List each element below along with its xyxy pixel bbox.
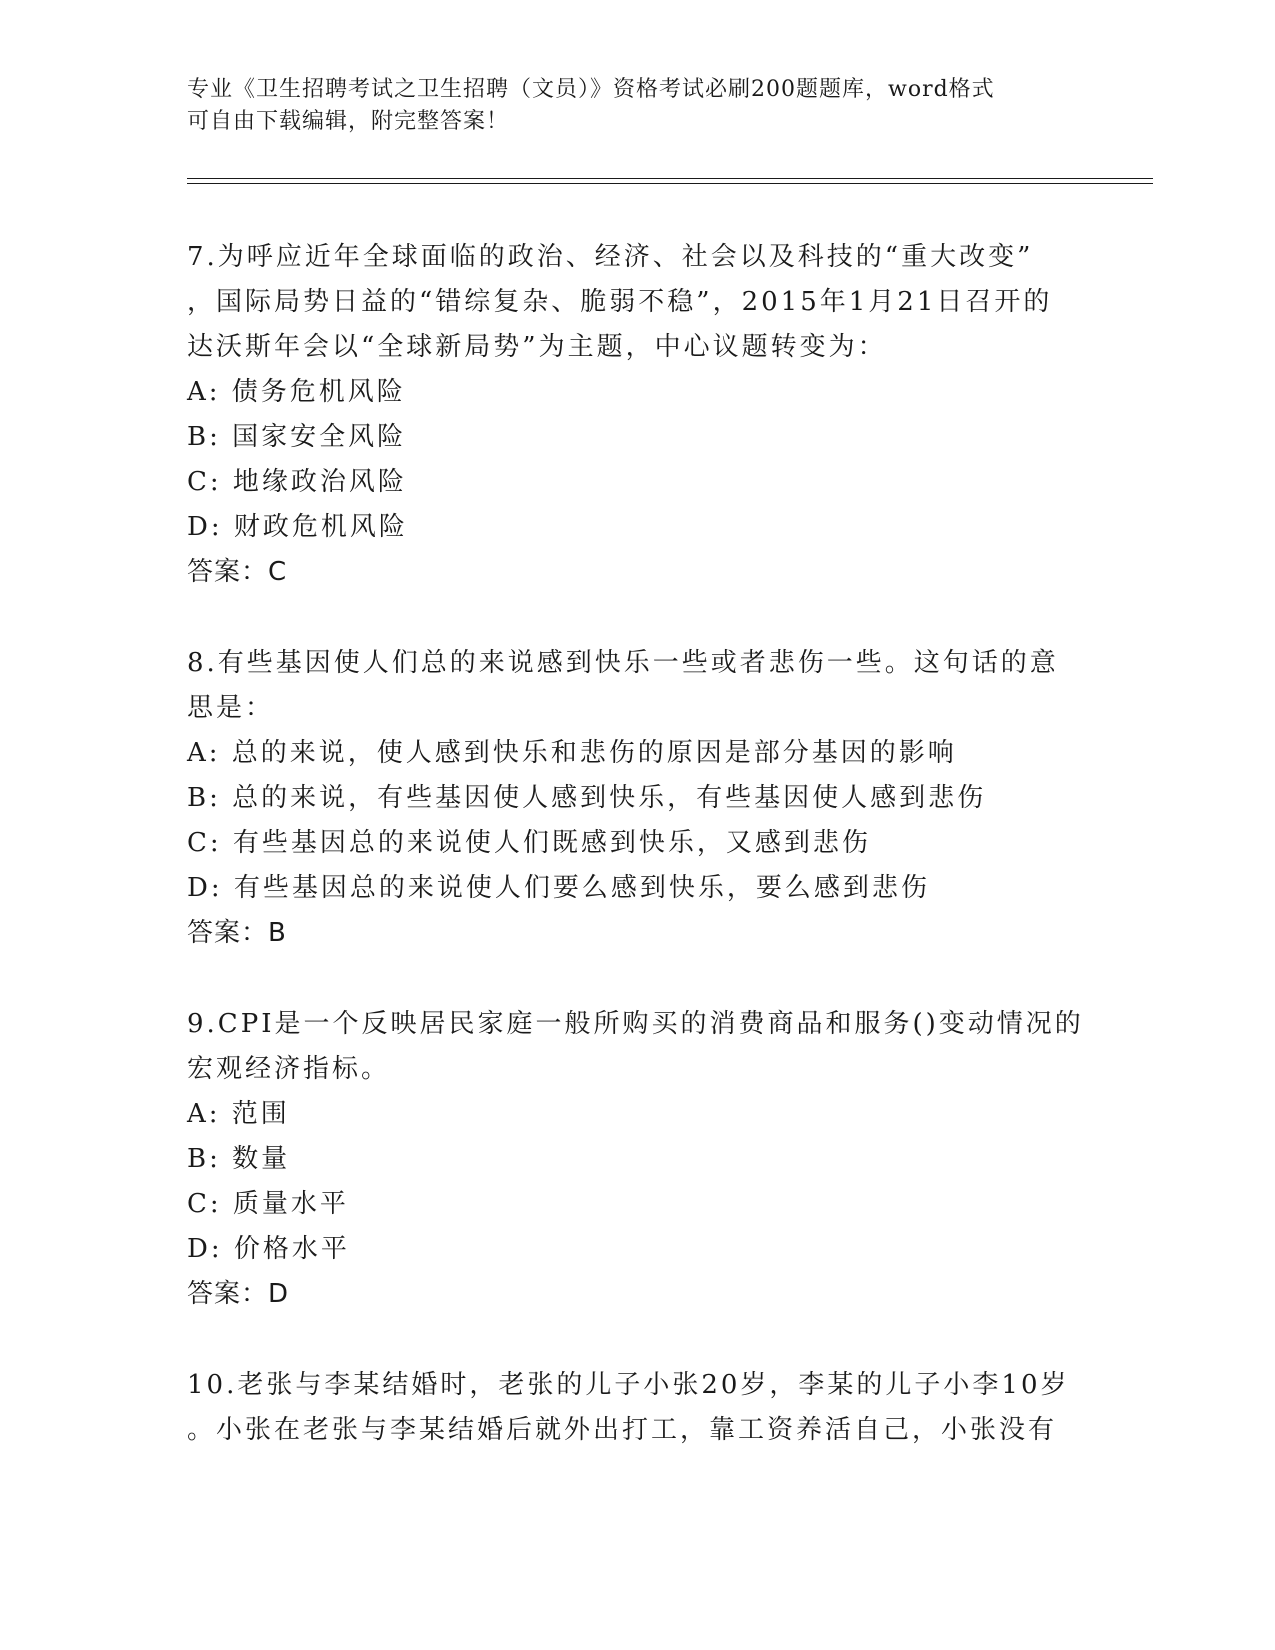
header-rule-top	[187, 178, 1153, 179]
option-c: C: 有些基因总的来说使人们既感到快乐，又感到悲伤	[187, 828, 871, 858]
option-a: A: 债务危机风险	[187, 377, 406, 407]
header-rule-bottom	[187, 183, 1153, 184]
option-c: C: 质量水平	[187, 1189, 349, 1219]
question-line: 思是：	[187, 693, 275, 723]
option-c: C: 地缘政治风险	[187, 467, 407, 497]
question-9	[187, 1002, 1087, 1317]
header-line-1: 专业《卫生招聘考试之卫生招聘（文员）》资格考试必刷200题题库，word格式	[187, 77, 995, 102]
question-line: ，国际局势日益的“错综复杂、脆弱不稳”，2015年1月21日召开的	[187, 287, 1053, 317]
document-header	[187, 74, 1087, 138]
question-line: 9.CPI是一个反映居民家庭一般所购买的消费商品和服务()变动情况的	[187, 1009, 1084, 1039]
question-line: 7.为呼应近年全球面临的政治、经济、社会以及科技的“重大改变”	[187, 242, 1034, 272]
answer: 答案：D	[187, 1279, 290, 1309]
question-line: 10.老张与李某结婚时，老张的儿子小张20岁，李某的儿子小李10岁	[187, 1370, 1070, 1400]
question-7	[187, 235, 1087, 595]
question-8	[187, 641, 1087, 956]
option-b: B: 数量	[187, 1144, 291, 1174]
answer: 答案：C	[187, 557, 288, 587]
question-line: 宏观经济指标。	[187, 1054, 391, 1084]
question-10	[187, 1363, 1087, 1453]
question-line: 8.有些基因使人们总的来说感到快乐一些或者悲伤一些。这句话的意	[187, 648, 1059, 678]
option-d: D: 价格水平	[187, 1234, 350, 1264]
option-d: D: 有些基因总的来说使人们要么感到快乐，要么感到悲伤	[187, 873, 930, 903]
option-b: B: 总的来说，有些基因使人感到快乐，有些基因使人感到悲伤	[187, 783, 987, 813]
option-a: A: 总的来说，使人感到快乐和悲伤的原因是部分基因的影响	[187, 738, 957, 768]
option-d: D: 财政危机风险	[187, 512, 408, 542]
option-a: A: 范围	[187, 1099, 290, 1129]
header-line-2: 可自由下载编辑，附完整答案！	[187, 109, 510, 134]
question-list	[187, 235, 1087, 1499]
question-line: 达沃斯年会以“全球新局势”为主题，中心议题转变为：	[187, 332, 887, 362]
question-line: 。小张在老张与李某结婚后就外出打工，靠工资养活自己，小张没有	[187, 1415, 1058, 1445]
option-b: B: 国家安全风险	[187, 422, 407, 452]
answer: 答案：B	[187, 918, 287, 948]
